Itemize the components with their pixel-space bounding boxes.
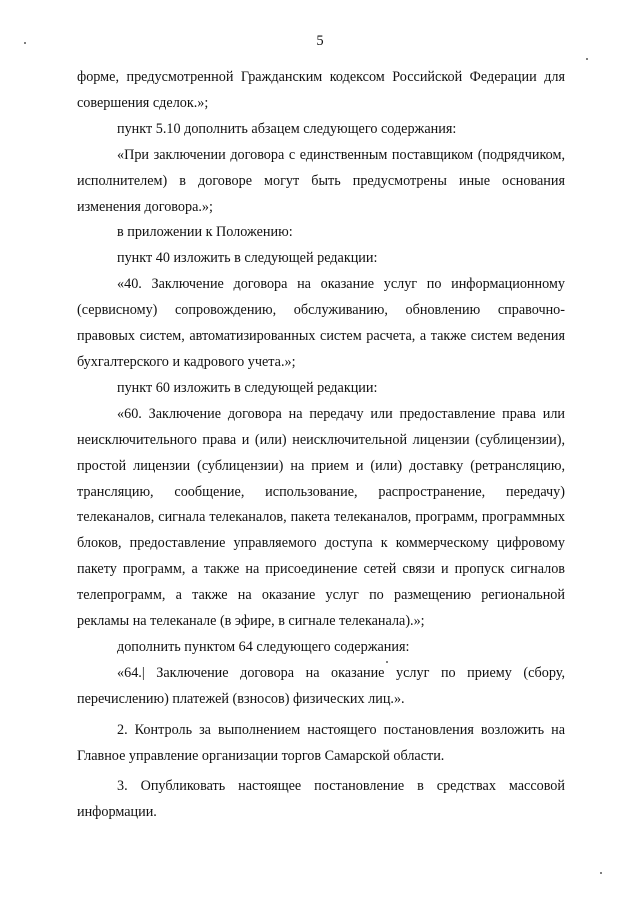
scan-speck (386, 661, 388, 663)
paragraph-publication-clause: 3. Опубликовать настоящее постановление в средствах массовой информации. (77, 778, 565, 821)
scan-speck (600, 872, 602, 874)
page-number: 5 (316, 33, 324, 49)
scan-speck (24, 42, 26, 44)
paragraph-item-64-text: «64.| Заключение договора на оказание услуг по приему (сбору, перечислению) платежей (взносов) физических лиц.». (77, 664, 565, 707)
paragraph-item-40-text: «40. Заключение договора на оказание услуг по информационному (сервисному) сопровождению, обслуживанию, обновлению справочно-правовых систем, автоматизированных систем расчета, а также систем ведения бухгалтерского и кадрового учета.»; (77, 276, 565, 370)
paragraph-continuation: форме, предусмотренной Гражданским кодексом Российской Федерации для совершения сделок.»; (77, 69, 565, 111)
paragraph-clause-5-10-text: «При заключении договора с единственным поставщиком (подрядчиком, исполнителем) в договоре могут быть предусмотрены иные основания изменения договора.»; (77, 146, 565, 215)
paragraph-appendix-intro: в приложении к Положению: (117, 224, 293, 241)
paragraph-item-60-text: «60. Заключение договора на передачу или предоставление права или неисключительного права и (или) неисключительной лицензии (сублицензии), простой лицензии (сублицензии) на прием и (или) доставку (ретрансляцию, трансляцию, сообщение, использование, распространение, передачу) телеканалов, сигнала телеканалов, пакета телеканалов, программ, программных блоков, предоставление управляемого доступа к коммерческому цифровому пакету программ, а также на присоединение сетей связи и пропуск сигналов телепрограмм, а также на оказание услуг по размещению региональной рекламы на телеканале (в эфире, в сигнале телеканала).»; (77, 405, 565, 630)
paragraph-item-60-intro: пункт 60 изложить в следующей редакции: (117, 379, 378, 396)
paragraph-clause-5-10-intro: пункт 5.10 дополнить абзацем следующего содержания: (117, 120, 457, 137)
paragraph-control-clause: 2. Контроль за выполнением настоящего постановления возложить на Главное управление организации торгов Самарской области. (77, 721, 565, 764)
scan-speck (586, 58, 588, 60)
document-body (77, 65, 565, 826)
paragraph-item-64-intro: дополнить пунктом 64 следующего содержания: (117, 638, 410, 655)
paragraph-item-40-intro: пункт 40 изложить в следующей редакции: (117, 250, 378, 267)
